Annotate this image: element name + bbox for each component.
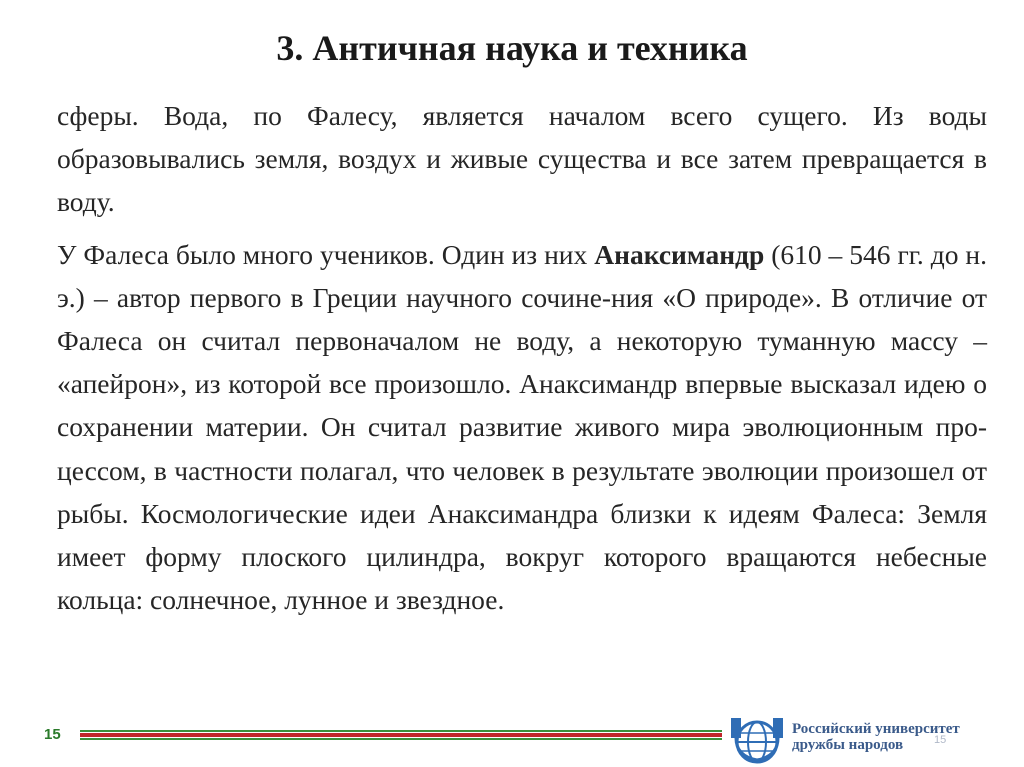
paragraph-2-rest: (610 – 546 гг. до н. э.) – автор первого в Греции научного сочине-ния «О природе». В отличие от Фалеса он считал первоначалом не воду, а некоторую туманную массу – «апейрон», из которой все произошло. Анаксимандр впервые высказал идею о сохранении материи. Он считал развитие живого мира эволюционным про-цессом, в частности полагал, что человек в результате эволюции произошел от рыбы. Космологические идеи Анаксимандра близки к идеям Фалеса: Земля имеет форму плоского цилиндра, вокруг которого вращаются небесные кольца: солнечное, лунное и звездное. bbox=[57, 238, 988, 616]
footer-stripes bbox=[80, 730, 722, 740]
stripe-green-bottom bbox=[80, 738, 722, 740]
university-logo-icon bbox=[728, 712, 786, 766]
slide-title: 3. Античная наука и техника bbox=[276, 28, 748, 68]
slide-footer bbox=[0, 712, 1024, 767]
university-name-line-2: дружбы народов bbox=[792, 737, 904, 753]
page-number: 15 bbox=[44, 726, 61, 743]
university-name-line-1: Российский университет bbox=[792, 721, 960, 737]
paragraph-1: сферы. Вода, по Фалесу, является началом всего сущего. Из воды образовывались земля, воздух и живые существа и все затем превращается в воду. bbox=[57, 100, 987, 218]
corner-page-number: 15 bbox=[934, 734, 947, 746]
paragraph-2 bbox=[57, 233, 987, 622]
stripe-green-top bbox=[80, 730, 722, 732]
paragraph-2-start: У Фалеса было много учеников. Один из них bbox=[57, 238, 595, 270]
stripe-red bbox=[80, 733, 722, 737]
paragraph-2-bold-name: Анаксимандр bbox=[594, 238, 765, 270]
slide-body bbox=[57, 94, 987, 621]
